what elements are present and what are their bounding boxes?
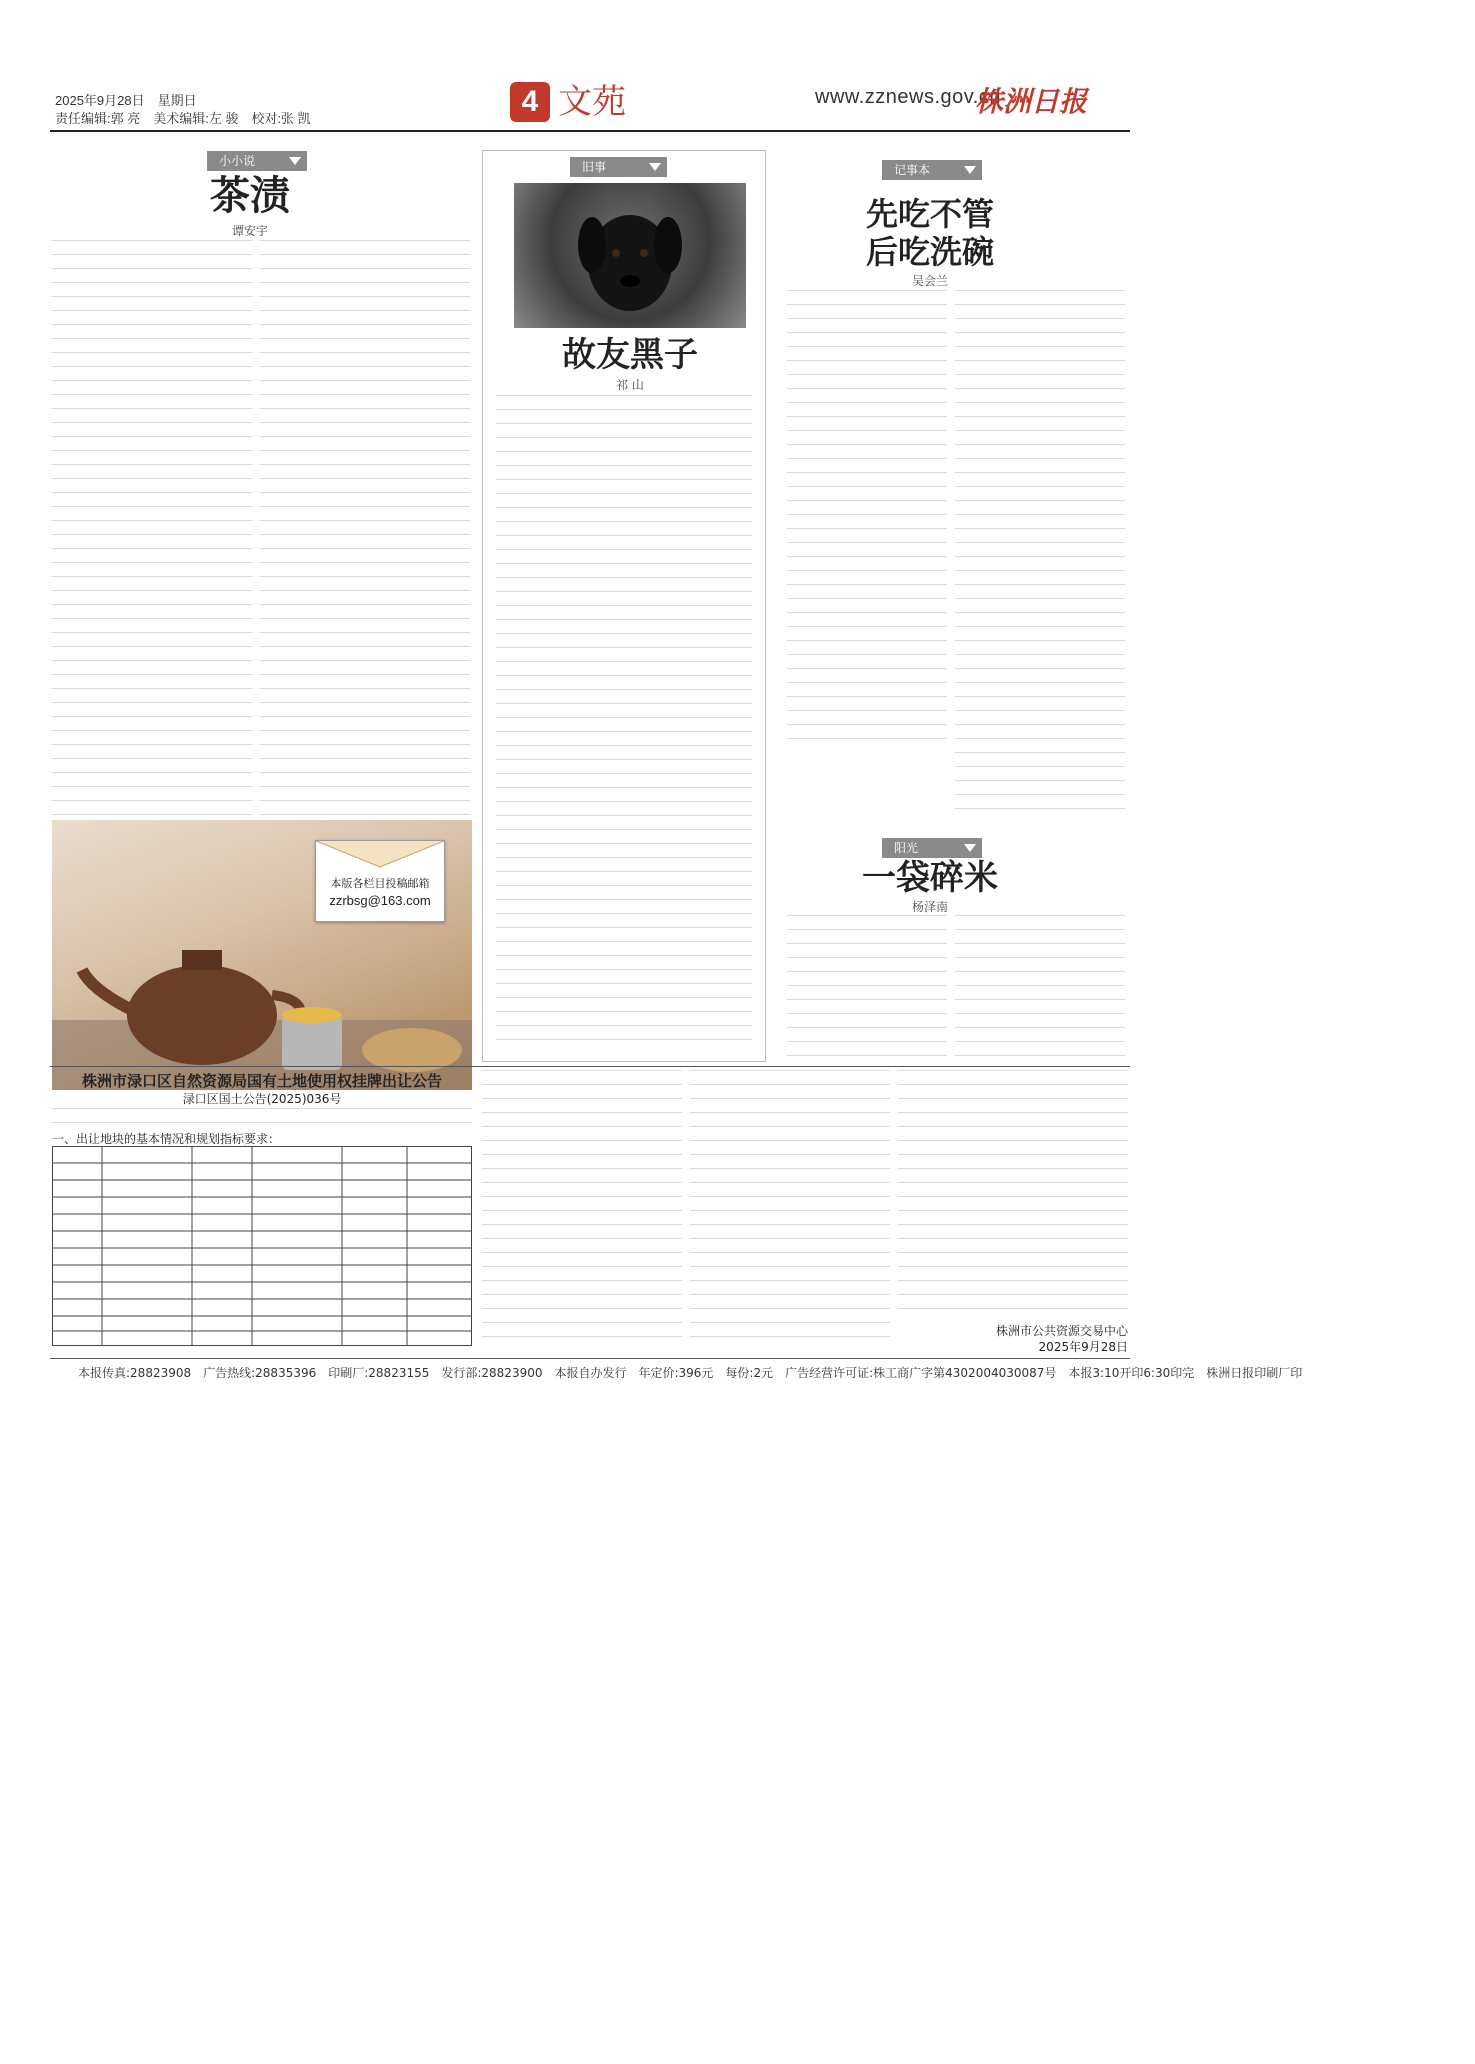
notice-intro: [52, 1108, 472, 1128]
eat-first-column-1: [787, 290, 947, 750]
tea-story-column-1: [52, 240, 252, 820]
envelope-icon: [316, 841, 444, 871]
rice-story-tag: 阳光: [882, 838, 982, 858]
dog-icon: [514, 183, 746, 328]
notice-footer-org: 株洲市公共资源交易中心: [995, 1324, 1128, 1338]
masthead-logo: 株洲日报: [975, 85, 1088, 118]
eat-first-story-tag: 记事本: [882, 160, 982, 180]
notice-footer-date: 2025年9月28日: [1038, 1340, 1128, 1354]
submission-email[interactable]: zzrbsg@163.com: [329, 893, 431, 908]
notice-column-3: [690, 1070, 890, 1350]
dog-story-body: [496, 395, 752, 1045]
notice-table-grid: [52, 1146, 472, 1346]
notice-top-rule: [50, 1066, 1130, 1067]
notice-section-1: 一、出让地块的基本情况和规划指标要求：: [52, 1132, 281, 1146]
notice-subtitle: 渌口区国土公告(2025)036号: [182, 1092, 342, 1106]
notice-table: [52, 1146, 472, 1346]
dog-story-tag: 旧事: [570, 157, 667, 177]
eat-first-byline: 吴会兰: [911, 274, 948, 288]
eat-first-title-line2: 后吃洗碗: [865, 233, 994, 271]
eat-first-title-line1: 先吃不管: [865, 195, 994, 233]
submission-label: 本版各栏目投稿邮箱: [330, 877, 430, 890]
editor-credits: 责任编辑:郭 亮 美术编辑:左 骏 校对:张 凯: [55, 111, 311, 126]
section-name: 文苑: [558, 82, 626, 122]
rice-story-column-1: [787, 915, 947, 1060]
rice-story-title: 一袋碎米: [862, 858, 998, 898]
notice-column-2: [482, 1070, 682, 1350]
issue-date: 2025年9月28日 星期日: [55, 93, 197, 108]
tea-story-title: 茶渍: [210, 172, 290, 219]
tea-story-byline: 谭安宇: [231, 224, 268, 238]
footer-info: 本报传真:28823908 广告热线:28835396 印刷厂:28823155 发行部:28823900 本报自办发行 年定价:396元 每份:2元 广告经营许可证:株工商广字第4302004030087号 本报3:10开印6:30印完 株洲日报印刷厂印: [78, 1366, 1303, 1380]
header-rule: [50, 130, 1130, 132]
eat-first-column-2: [955, 290, 1125, 810]
dog-story-title: 故友黑子: [562, 335, 698, 375]
footer-rule: [50, 1358, 1130, 1359]
tea-story-tag: 小小说: [207, 151, 307, 171]
tea-story-column-2: [260, 240, 470, 820]
dog-story-byline: 祁 山: [616, 378, 644, 392]
rice-story-byline: 杨泽南: [911, 900, 948, 914]
page-number: 4: [510, 82, 550, 122]
rice-story-column-2: [955, 915, 1125, 1060]
submission-envelope: [315, 840, 445, 922]
notice-column-4: [898, 1070, 1128, 1320]
notice-title: 株洲市渌口区自然资源局国有土地使用权挂牌出让公告: [81, 1072, 442, 1090]
dog-photo: [514, 183, 746, 328]
website-url: www.zznews.gov.cn: [815, 86, 1001, 108]
